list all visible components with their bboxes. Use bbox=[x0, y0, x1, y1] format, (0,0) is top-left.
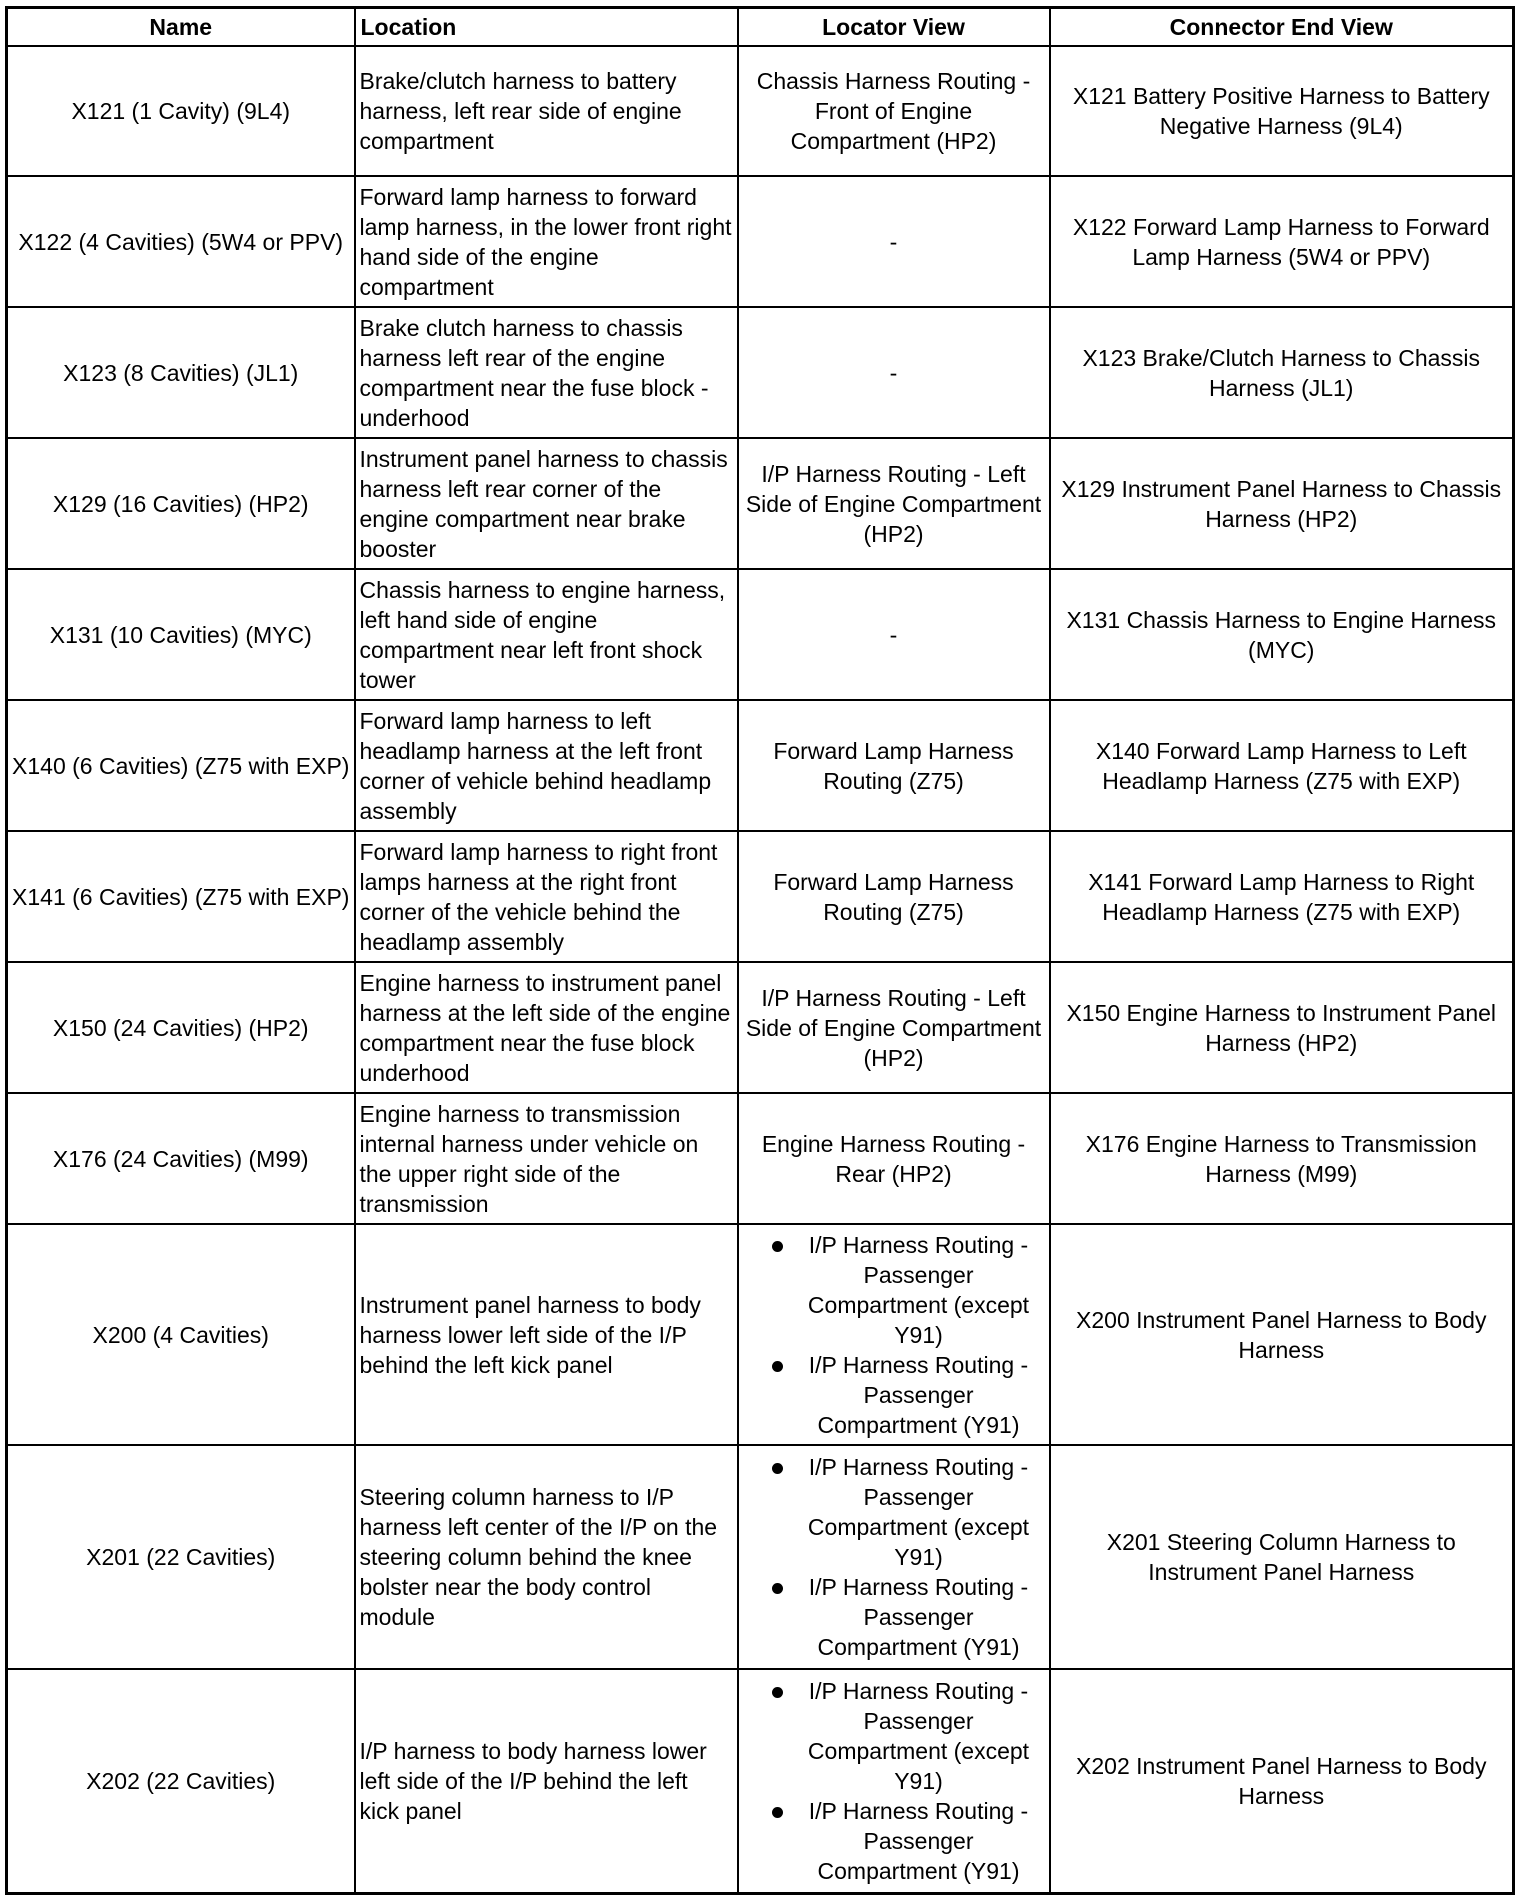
bullet-icon bbox=[772, 1463, 783, 1474]
connector-location: Chassis harness to engine harness, left hand side of engine compartment near left front shock tower bbox=[355, 569, 738, 700]
connector-end-view: X131 Chassis Harness to Engine Harness (MYC) bbox=[1050, 569, 1514, 700]
table-row bbox=[7, 307, 1514, 438]
connector-name: X200 (4 Cavities) bbox=[7, 1224, 355, 1445]
locator-view-text: - bbox=[889, 228, 898, 255]
connector-location: Forward lamp harness to forward lamp harness, in the lower front right hand side of the engine compartment bbox=[355, 176, 738, 307]
locator-view-text: I/P Harness Routing - Passenger Compartment (except Y91) bbox=[807, 1677, 1030, 1794]
locator-view-text: I/P Harness Routing - Left Side of Engine Compartment (HP2) bbox=[745, 460, 1042, 547]
connector-location: Engine harness to transmission internal harness under vehicle on the upper right side of the transmission bbox=[355, 1093, 738, 1224]
table-row bbox=[7, 438, 1514, 569]
locator-view-list bbox=[743, 1230, 1045, 1440]
bullet-icon bbox=[772, 1687, 783, 1698]
table-row bbox=[7, 831, 1514, 962]
connector-end-view: X122 Forward Lamp Harness to Forward Lamp Harness (5W4 or PPV) bbox=[1050, 176, 1514, 307]
connector-end-view: X129 Instrument Panel Harness to Chassis Harness (HP2) bbox=[1050, 438, 1514, 569]
header-locator-view: Locator View bbox=[738, 8, 1050, 47]
locator-view bbox=[738, 700, 1050, 831]
locator-view-text: I/P Harness Routing - Passenger Compartment (except Y91) bbox=[807, 1231, 1030, 1348]
locator-view-text: - bbox=[889, 359, 898, 386]
locator-view bbox=[738, 1669, 1050, 1893]
locator-view-text: Chassis Harness Routing - Front of Engine Compartment (HP2) bbox=[756, 68, 1031, 154]
table-row bbox=[7, 176, 1514, 307]
connector-name: X141 (6 Cavities) (Z75 with EXP) bbox=[7, 831, 355, 962]
connector-location: Brake clutch harness to chassis harness left rear of the engine compartment near the fuse block - underhood bbox=[355, 307, 738, 438]
connector-name: X121 (1 Cavity) (9L4) bbox=[7, 46, 355, 176]
connector-end-view: X123 Brake/Clutch Harness to Chassis Harness (JL1) bbox=[1050, 307, 1514, 438]
connector-name: X122 (4 Cavities) (5W4 or PPV) bbox=[7, 176, 355, 307]
locator-view-text: I/P Harness Routing - Passenger Compartment (except Y91) bbox=[807, 1454, 1030, 1570]
connector-location: Engine harness to instrument panel harness at the left side of the engine compartment near the fuse block underhood bbox=[355, 962, 738, 1093]
locator-view-text: I/P Harness Routing - Left Side of Engine Compartment (HP2) bbox=[745, 984, 1042, 1071]
connector-end-view: X141 Forward Lamp Harness to Right Headlamp Harness (Z75 with EXP) bbox=[1050, 831, 1514, 962]
locator-view-text: - bbox=[889, 621, 898, 648]
locator-view-text: Engine Harness Routing - Rear (HP2) bbox=[761, 1130, 1026, 1187]
locator-view bbox=[738, 1093, 1050, 1224]
locator-view-item bbox=[743, 1572, 1045, 1662]
connector-name: X123 (8 Cavities) (JL1) bbox=[7, 307, 355, 438]
locator-view bbox=[738, 1445, 1050, 1669]
table-row bbox=[7, 700, 1514, 831]
connector-location: Brake/clutch harness to battery harness, left rear side of engine compartment bbox=[355, 46, 738, 176]
bullet-icon bbox=[772, 1241, 783, 1252]
header-name: Name bbox=[7, 8, 355, 47]
connector-table bbox=[5, 6, 1515, 1895]
locator-view-text: Forward Lamp Harness Routing (Z75) bbox=[773, 868, 1014, 925]
connector-name: X129 (16 Cavities) (HP2) bbox=[7, 438, 355, 569]
locator-view-text: I/P Harness Routing - Passenger Compartment (Y91) bbox=[808, 1797, 1029, 1884]
connector-end-view: X140 Forward Lamp Harness to Left Headlamp Harness (Z75 with EXP) bbox=[1050, 700, 1514, 831]
locator-view-item bbox=[743, 1230, 1045, 1350]
locator-view bbox=[738, 831, 1050, 962]
header-connector-end-view: Connector End View bbox=[1050, 8, 1514, 47]
locator-view bbox=[738, 46, 1050, 176]
connector-name: X201 (22 Cavities) bbox=[7, 1445, 355, 1669]
connector-end-view: X150 Engine Harness to Instrument Panel Harness (HP2) bbox=[1050, 962, 1514, 1093]
connector-location: Steering column harness to I/P harness left center of the I/P on the steering column behind the knee bolster near the body control module bbox=[355, 1445, 738, 1669]
table-row bbox=[7, 1093, 1514, 1224]
bullet-icon bbox=[772, 1807, 783, 1818]
connector-name: X150 (24 Cavities) (HP2) bbox=[7, 962, 355, 1093]
connector-location: Instrument panel harness to chassis harness left rear corner of the engine compartment near brake booster bbox=[355, 438, 738, 569]
table-row bbox=[7, 46, 1514, 176]
locator-view bbox=[738, 176, 1050, 307]
locator-view-text: Forward Lamp Harness Routing (Z75) bbox=[773, 737, 1014, 794]
table-row bbox=[7, 962, 1514, 1093]
locator-view-item bbox=[743, 1676, 1045, 1796]
locator-view bbox=[738, 962, 1050, 1093]
locator-view-text: I/P Harness Routing - Passenger Compartment (Y91) bbox=[808, 1574, 1029, 1660]
connector-name: X176 (24 Cavities) (M99) bbox=[7, 1093, 355, 1224]
locator-view-text: I/P Harness Routing - Passenger Compartment (Y91) bbox=[808, 1351, 1029, 1438]
locator-view bbox=[738, 1224, 1050, 1445]
locator-view bbox=[738, 569, 1050, 700]
locator-view bbox=[738, 438, 1050, 569]
bullet-icon bbox=[772, 1583, 783, 1594]
locator-view-item bbox=[743, 1350, 1045, 1440]
locator-view-item bbox=[743, 1452, 1045, 1572]
connector-location: I/P harness to body harness lower left side of the I/P behind the left kick panel bbox=[355, 1669, 738, 1893]
locator-view-item bbox=[743, 1796, 1045, 1886]
locator-view bbox=[738, 307, 1050, 438]
bullet-icon bbox=[772, 1361, 783, 1372]
table-row bbox=[7, 1224, 1514, 1445]
connector-location: Instrument panel harness to body harness lower left side of the I/P behind the left kick panel bbox=[355, 1224, 738, 1445]
connector-name: X131 (10 Cavities) (MYC) bbox=[7, 569, 355, 700]
locator-view-list bbox=[743, 1676, 1045, 1886]
connector-name: X202 (22 Cavities) bbox=[7, 1669, 355, 1893]
connector-end-view: X200 Instrument Panel Harness to Body Harness bbox=[1050, 1224, 1514, 1445]
header-row bbox=[7, 8, 1514, 47]
connector-location: Forward lamp harness to left headlamp harness at the left front corner of vehicle behind headlamp assembly bbox=[355, 700, 738, 831]
connector-name: X140 (6 Cavities) (Z75 with EXP) bbox=[7, 700, 355, 831]
connector-end-view: X201 Steering Column Harness to Instrument Panel Harness bbox=[1050, 1445, 1514, 1669]
connector-end-view: X121 Battery Positive Harness to Battery Negative Harness (9L4) bbox=[1050, 46, 1514, 176]
connector-end-view: X176 Engine Harness to Transmission Harness (M99) bbox=[1050, 1093, 1514, 1224]
locator-view-list bbox=[743, 1452, 1045, 1662]
table-row bbox=[7, 569, 1514, 700]
connector-end-view: X202 Instrument Panel Harness to Body Harness bbox=[1050, 1669, 1514, 1893]
table-row bbox=[7, 1445, 1514, 1669]
connector-location: Forward lamp harness to right front lamps harness at the right front corner of the vehicle behind the headlamp assembly bbox=[355, 831, 738, 962]
header-location: Location bbox=[355, 8, 738, 47]
table-row bbox=[7, 1669, 1514, 1893]
